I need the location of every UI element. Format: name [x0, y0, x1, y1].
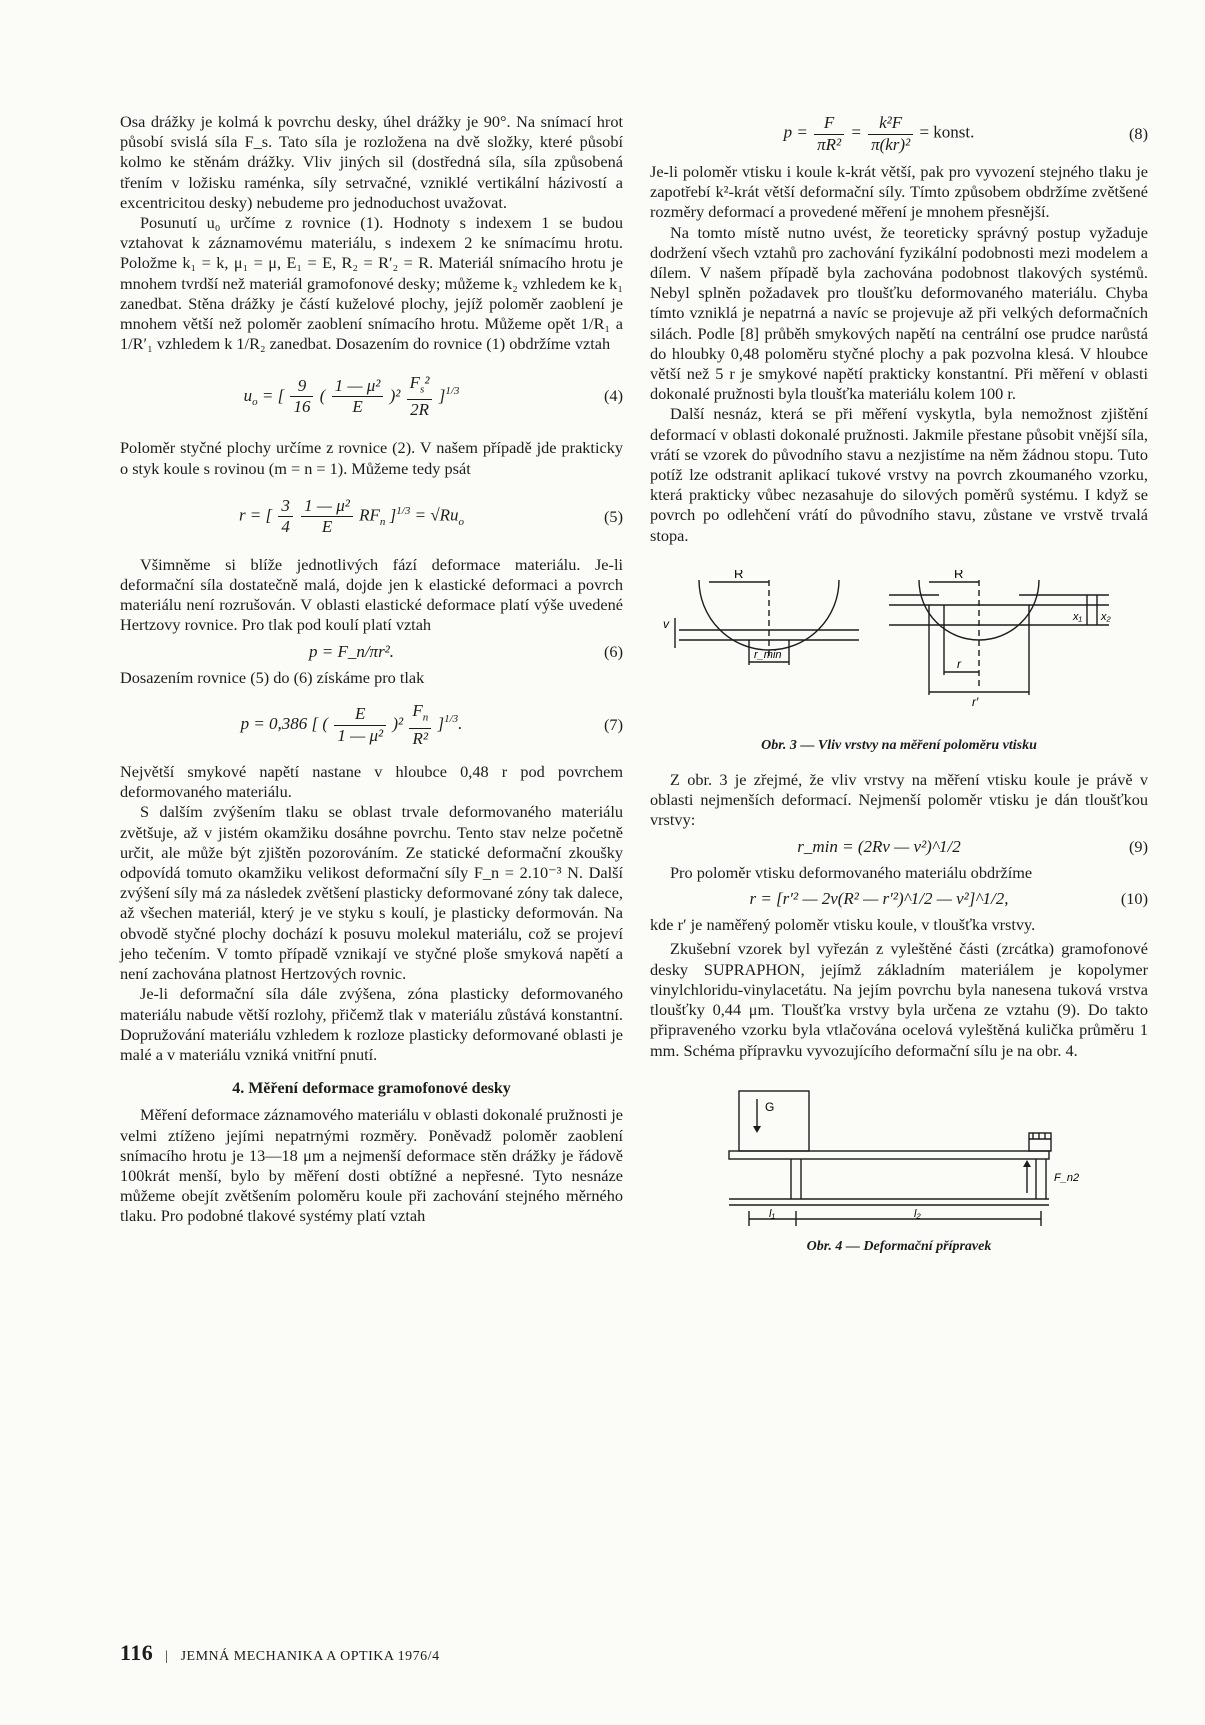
paragraph: Další nesnáz, která se při měření vyskytla, byla nemožnost zjištění deformací v oblasti dokonalé pružnosti. Jakmile přestane působit vnější síla, vrátí se vzorek do původního stavu a nezjistíme na něm žádnou stopu. Tuto potíž lze odstranit aplikací tukové vrstvy na povrch zkoumaného vzorku, která prakticky vůbec nezasahuje do silových poměrů systému. I když se povrch po odlehčení vrátí do původního stavu, zůstane ve vrstvě trvalá stopa. [650, 404, 1148, 545]
equation-7: p = 0,386 [ ( $\frac{E}{\text{1 — μ²}}$ )² $\frac{F_n}{\text{R²}}$ ]$^{1/3}$. (7) [240, 701, 623, 748]
equation-5: r = [ $\frac{3}{4}$ $\frac{\text{1 — μ²}}{E}$ $RF_n$ ]$^{1/3} = √Ru_o$ (5) [238, 496, 623, 537]
equation-number: (10) [1120, 889, 1148, 909]
label-x2: x₂ [1101, 610, 1111, 623]
paragraph: kde r′ je naměřený poloměr vtisku koule, v tloušťka vrstvy. [650, 915, 1036, 935]
figure-3-caption: Obr. 3 — Vliv vrstvy na měření poloměru vtisku [761, 737, 1037, 753]
equation-number: (4) [604, 386, 623, 406]
paragraph: Z obr. 3 je zřejmé, že vliv vrstvy na měření vtisku koule je právě v oblasti nejmenších deformací. Nejmenší poloměr vtisku je dán tloušťkou vrstvy: [650, 770, 1148, 830]
label-r: r [957, 656, 961, 671]
label-r-prime: r′ [972, 694, 979, 709]
left-column [120, 112, 623, 1227]
equation-number: (6) [604, 641, 623, 661]
label-rmin: r_min [754, 648, 782, 661]
equation-number: (8) [1129, 123, 1148, 143]
equation-text: = konst. [919, 122, 975, 142]
figure-3 [659, 570, 1139, 730]
paragraph: Osa drážky je kolmá k povrchu desky, úhel drážky je 90°. Na snímací hrot působí svislá síla F_s. Tato síla je rozložena na dvě složky, které působí kolmo ke stěnám drážky. Vliv jiných sil (dostředná síla, síla způsobená třením v ložisku raménka, síly setrvačné, vzniklé vertikální házivostí a excentricitou desky) nebudeme pro jednoduchost uvažovat. [120, 112, 623, 212]
equation-6 [120, 642, 623, 662]
equation-text: r = [r′² — 2v(R² — r′²)^1/2 — v²]^1/2, [749, 889, 1009, 909]
section-heading: 4. Měření deformace gramofonové desky [232, 1080, 511, 1098]
equation-4: $u_o$ = [ $\frac{9}{16}$ ( $\frac{\text{1 — μ²}}{E}$ )² $\frac{F_s^2}{2R}$ ]$^{1/3}$ (4) [243, 372, 623, 420]
equation-8: p = $\frac{F}{\text{πR²}}$ = $\frac{\text{k²F}}{\text{π(kr)²}}$ = konst. (8) [783, 113, 1148, 154]
label-R: R [954, 569, 964, 581]
equation-number: (5) [604, 506, 623, 526]
paragraph: Na tomto místě nutno uvést, že teoreticky správný postup vyžaduje dodržení všech vztahů pro zachování fyzikální podobnosti mezi modelem a dílem. V našem případě byla zachována podobnost tlakových systémů. Nebyl splněn požadavek pro tloušťku deformovaného materiálu. Chyba tímto vzniklá je nepatrná a navíc se projevuje až při velkých deformačních silách. Podle [8] průběh smykových napětí na centrální ose prudce narůstá do hloubky 0,48 poloměru styčné plochy a pak pozvolna klesá. V hloubce větší než 5 r je smykové napětí prakticky konstantní. Při měření v oblasti dokonalé pružnosti byla tloušťka materiálu kolem 100 r. [650, 222, 1148, 404]
label-l1: l₁ [769, 1207, 775, 1220]
paragraph: Dosazením rovnice (5) do (6) získáme pro tlak [120, 667, 425, 687]
label-v: v [663, 616, 669, 631]
label-x1: x₁ [1073, 610, 1082, 623]
paragraph: Je-li deformační síla dále zvýšena, zóna plasticky deformovaného materiálu nabude větší rozlohy, přičemž tlak v materiálu zůstává konstantní. Dopružování materiálu vzhledem k rozloze plasticky deformované oblasti je malé a v materiálu vzniká vnitřní pnutí. [120, 984, 623, 1064]
label-R: R [734, 569, 744, 581]
paragraph: Posunutí u₀ určíme z rovnice (1). Hodnoty s indexem 1 se budou vztahovat k záznamovému materiálu, s indexem 2 ke snímacímu hrotu. Položme k₁ = k, μ₁ = μ, E₁ = E, R₂ = R′₂ = R. Materiál snímacího hrotu je mnohem tvrdší než materiál gramofonové desky; můžeme k₂ vzhledem ke k₁ zanedbat. Stěna drážky je částí kuželové plochy, jejíž poloměr zaoblení je mnohem větší než poloměr zaoblení snímacího hrotu. Můžeme opět 1/R₁ a 1/R′₁ vzhledem k 1/R₂ zanedbat. Dosazením do rovnice (1) obdržíme vztah [120, 213, 623, 354]
paragraph: Pro poloměr vtisku deformovaného materiálu obdržíme [670, 862, 1033, 882]
page-footer [120, 1640, 440, 1666]
paragraph: Všimněme si blíže jednotlivých fází deformace materiálu. Je-li deformační síla dostatečně malá, dojde jen k elastické deformaci a povrch materiálu není rozrušován. V oblasti elastické deformace platí výše uvedené Hertzovy rovnice. Pro tlak pod koulí platí vztah [120, 554, 623, 635]
footer-separator: | [165, 1649, 169, 1664]
paragraph: Zkušební vzorek byl vyřezán z vyleštěné části (zrcátka) gramofonové desky SUPRAPHON, jejímž základním materiálem je kopolymer vinylchloridu-vinylacetátu. Na jejím povrchu byla nanesena tuková vrstva tloušťky 0,44 μm. Tloušťka vrstvy byla určena ze vztahu (9). Do takto připraveného vzorku byla vtlačována ocelová vyleštěná kulička průměru 1 mm. Schéma přípravku vyvozujícího deformační sílu je na obr. 4. [650, 939, 1148, 1060]
label-G: G [765, 1099, 775, 1114]
equation-9 [650, 837, 1148, 857]
paragraph: Měření deformace záznamového materiálu v oblasti dokonalé pružnosti je velmi ztíženo jejími nepatrnými rozměry. Poněvadž poloměr zaoblení snímacího hrotu je 13—18 μm a nejmenší deformace stěn drážky je řádově 100krát menší, bylo by měření dosti obtížné a nepřesné. Tyto nesnáze můžeme obejít zvětšením poloměru koule při zachování stejného měrného tlaku. Pro podobné tlakové systémy platí vztah [120, 1105, 623, 1226]
label-l2: l₂ [914, 1207, 921, 1220]
paragraph: Je-li poloměr vtisku i koule k-krát větší, pak pro vyvození stejného tlaku je zapotřebí k²-krát větší deformační síly. Tímto způsobem obdržíme zvětšené rozměry deformací a provedené měření je mnohem přesnější. [650, 162, 1148, 222]
page-number: 116 [120, 1640, 154, 1665]
figure-4 [709, 1081, 1089, 1231]
paragraph: Největší smykové napětí nastane v hloubce 0,48 r pod povrchem deformovaného materiálu. [120, 762, 623, 802]
journal-name: JEMNÁ MECHANIKA A OPTIKA 1976/4 [180, 1649, 440, 1664]
right-column [650, 112, 1148, 1271]
label-Fn2: F_n2 [1054, 1171, 1080, 1184]
equation-text: r_min = (2Rv — v²)^1/2 [797, 836, 961, 856]
figure-4-caption: Obr. 4 — Deformační přípravek [806, 1238, 992, 1254]
paragraph: Poloměr styčné plochy určíme z rovnice (2). V našem případě jde prakticky o styk koule s rovinou (m = n = 1). Můžeme tedy psát [120, 438, 623, 478]
equation-number: (9) [1129, 836, 1148, 856]
equation-10 [650, 889, 1148, 909]
equation-number: (7) [604, 714, 623, 734]
equation-text: p = F_n/πr². [308, 641, 395, 661]
paragraph: S dalším zvýšením tlaku se oblast trvale deformovaného materiálu zvětšuje, až v jistém okamžiku dosáhne povrchu. Tento stav nelze početně určit, ale může být zjištěn pozorováním. Ze statické deformační zkoušky odpovídá tomuto okamžiku velikost deformační síly F_n = 2.10⁻³ N. Další zvýšení síly má za následek zvětšení plasticky deformované zóny tak dalece, až všechen materiál, který je ve styku s koulí, je plasticky deformován. Na obvodě styčné plochy dochází k posuvu molekul materiálu, což se projeví jeho tečením. V tomto případě vznikají ve styčné ploše smyková napětí a není zachována platnost Hertzových rovnic. [120, 802, 623, 984]
